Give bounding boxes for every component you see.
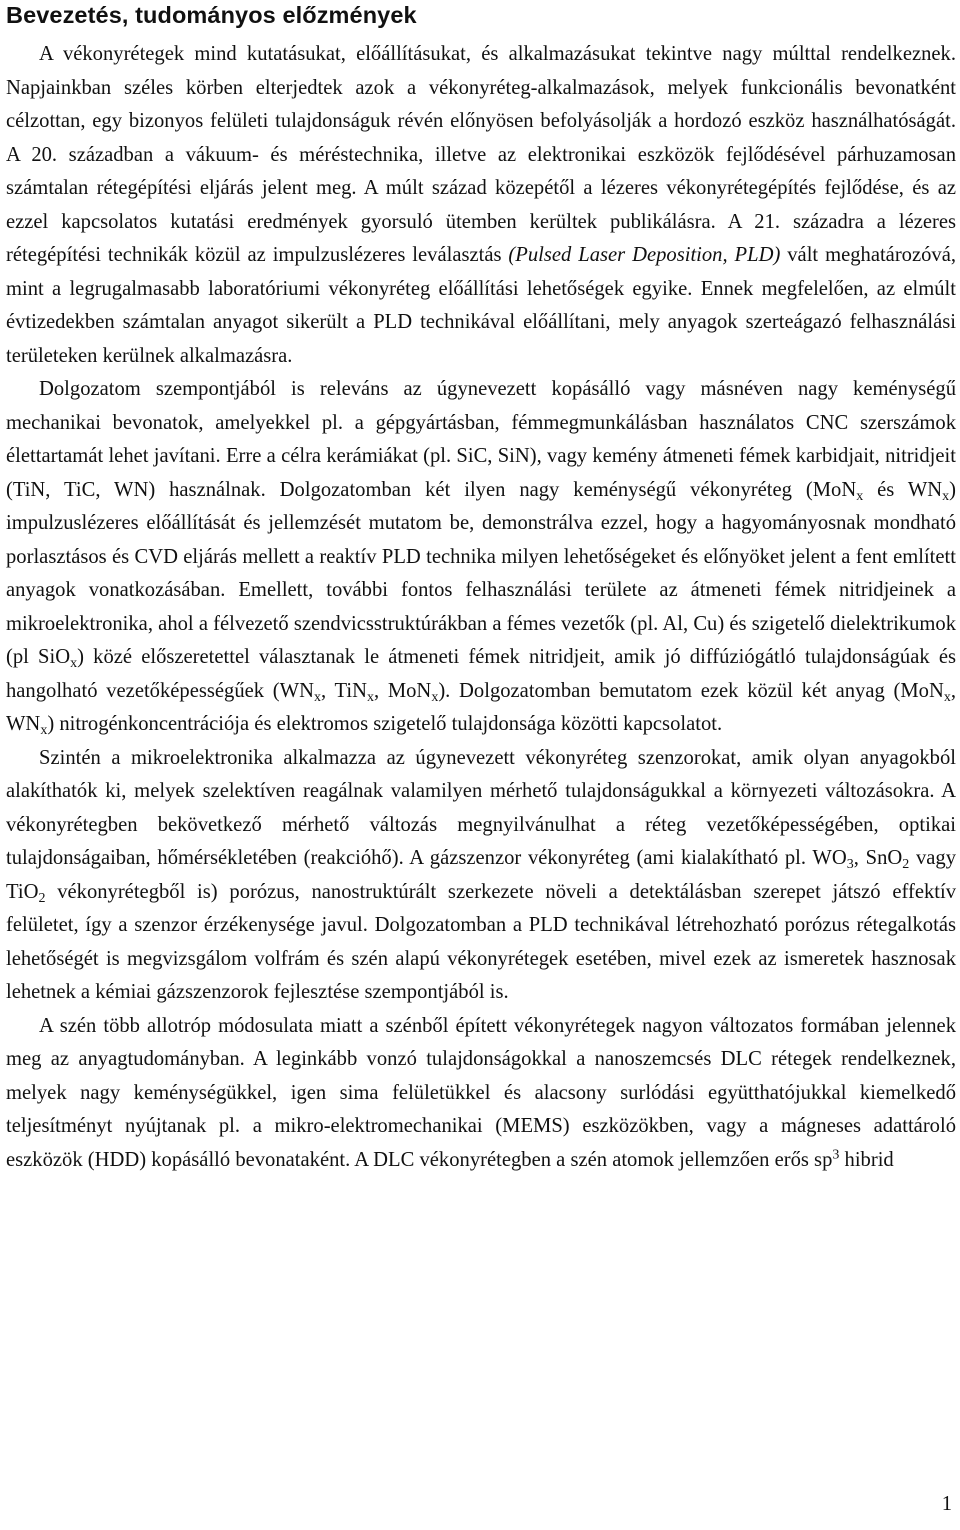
- text-run: , WN: [6, 679, 956, 735]
- document-page: [6, 0, 956, 1177]
- superscript: 3: [832, 1146, 840, 1162]
- subscript: 2: [902, 857, 910, 873]
- text-run: Dolgozatom szempontjából is releváns az úgynevezett kopásálló vagy másnéven nagy keménységű mechanikai bevonatok, amelyekkel pl. a gépgyártásban, fémmegmunkálásban használatos CNC szerszámok élettartamát lehet javítani. Erre a célra kerámiákat (pl. SiC, SiN), vagy kemény átmeneti fémek karbidjait, nitridjeit (TiN, TiC, WN) használnak. Dolgozatomban két ilyen nagy keménységű vékonyréteg (MoN: [6, 378, 956, 501]
- subscript: x: [366, 689, 374, 705]
- text-run: , TiN: [320, 679, 367, 702]
- paragraph-carbon-dlc: [6, 1010, 956, 1178]
- text-run: vált meghatározóvá, mint a legrugalmasabb laboratóriumi vékonyréteg előállítási lehetőségek egyike. Ennek megfelelően, az elmúlt évtizedekben számtalan anyagot sikerült a PLD technikával előállítani, mely anyagok szerteágazó felhasználási területeken kerülnek alkalmazásra.: [6, 244, 956, 367]
- subscript: x: [313, 689, 321, 705]
- paragraph-sensors: [6, 742, 956, 1010]
- subscript: x: [40, 723, 48, 739]
- text-run: ) nitrogénkoncentrációja és elektromos szigetelő tulajdonsága közötti kapcsolatot.: [47, 713, 723, 735]
- paragraph-intro: [6, 38, 956, 373]
- subscript: x: [942, 488, 950, 504]
- text-run: vagy TiO: [6, 847, 956, 903]
- subscript: x: [70, 656, 78, 672]
- italic-term: (Pulsed Laser Deposition, PLD): [508, 244, 781, 266]
- text-run: vékonyrétegből is) porózus, nanostruktúrált szerkezete növeli a detektálásban szerepet játszó effektív felületet, így a szenzor érzékenysége javul. Dolgozatomban a PLD technikával létrehozható porózus rétegalkotás lehetőségét is megvizsgálom volfrám és szén alapú vékonyrétegek esetében, mivel ezek az ismeretek hasznosak lehetnek a kémiai gázszenzorok fejlesztése szempontjából is.: [6, 880, 956, 1003]
- paragraph-hard-coatings: [6, 373, 956, 742]
- subscript: x: [856, 488, 864, 504]
- text-run: , SnO: [853, 847, 903, 869]
- text-run: A vékonyrétegek mind kutatásukat, előállításukat, és alkalmazásukat tekintve nagy múlttal rendelkeznek. Napjainkban széles körben elterjedtek azok a vékonyréteg-alkalmazások, melyek funkcionális bevonatként célzottan, egy bizonyos felületi tulajdonságuk révén előnyösen befolyásolják a hordozó eszköz használhatóságát. A 20. században a vákuum- és méréstechnika, illetve az elektronikai eszközök fejlődésével párhuzamosan számtalan rétegépítési eljárás jelent meg. A múlt század közepétől a lézeres vékonyrétegépítés fejlődése, és az ezzel kapcsolatos kutatási eredmények gyorsuló ütemben kerültek publikálásra. A 21. századra a lézeres rétegépítési technikák közül az impulzuslézeres leválasztás: [6, 43, 956, 266]
- page-number: 1: [941, 1493, 952, 1515]
- text-run: és WN: [863, 478, 943, 501]
- text-run: A szén több allotróp módosulata miatt a szénből épített vékonyrétegek nagyon változatos formában jelennek meg az anyagtudományban. A leginkább vonzó tulajdonságokkal a nanoszemcsés DLC rétegek rendelkeznek, melyek nagy keménységükkel, igen sima felületükkel és alacsony surlódási együtthatójukkal kiemelkedő teljesítményt nyújtanak pl. a mikro-elektromechanikai (MEMS) eszközökben, vagy a mágneses adattároló eszközök (HDD) kopásálló bevonataként. A DLC vékonyrétegben a szén atomok jellemzően erős sp: [6, 1014, 956, 1171]
- subscript: x: [943, 689, 951, 705]
- section-heading: Bevezetés, tudományos előzmények: [6, 2, 417, 28]
- text-run: , MoN: [373, 679, 432, 702]
- subscript: 3: [846, 857, 854, 873]
- text-run: hibrid: [839, 1148, 894, 1171]
- subscript: 2: [38, 890, 46, 906]
- text-run: Szintén a mikroelektronika alkalmazza az úgynevezett vékonyréteg szenzorokat, amik olyan anyagokból alakíthatók ki, melyek szelektíven reagálnak valamilyen mérhető tulajdonságukkal a környezeti változásokra. A vékonyrétegben bekövetkező mérhető változás megnyilvánulhat a réteg vezetőképességében, optikai tulajdonságaiban, hőmérsékletében (reakcióhő). A gázszenzor vékonyréteg (ami kialakítható pl. WO: [6, 746, 956, 869]
- text-run: ). Dolgozatomban bemutatom ezek közül két anyag (MoN: [438, 679, 944, 702]
- text-run: ) impulzuslézeres előállítását és jellemzését mutatom be, demonstrálva ezzel, hogy a hagyományosnak mondható porlasztásos és CVD eljárás mellett a reaktív PLD technika milyen lehetőségeket és előnyöket jelent a fent említett anyagok vonatkozásában. Emellett, további fontos felhasználási területe az átmeneti fémek nitridjeinek a mikroelektronika, ahol a félvezető szendvicsstruktúrákban a fémes vezetők (pl. Al, Cu) és szigetelő dielektrikumok (pl SiO: [6, 478, 957, 668]
- subscript: x: [431, 689, 439, 705]
- text-run: ) közé előszeretettel választanak le átmeneti fémek nitridjeit, amik jó diffúziógátló tulajdonságúak és hangolható vezetőképességűek (WN: [6, 646, 956, 702]
